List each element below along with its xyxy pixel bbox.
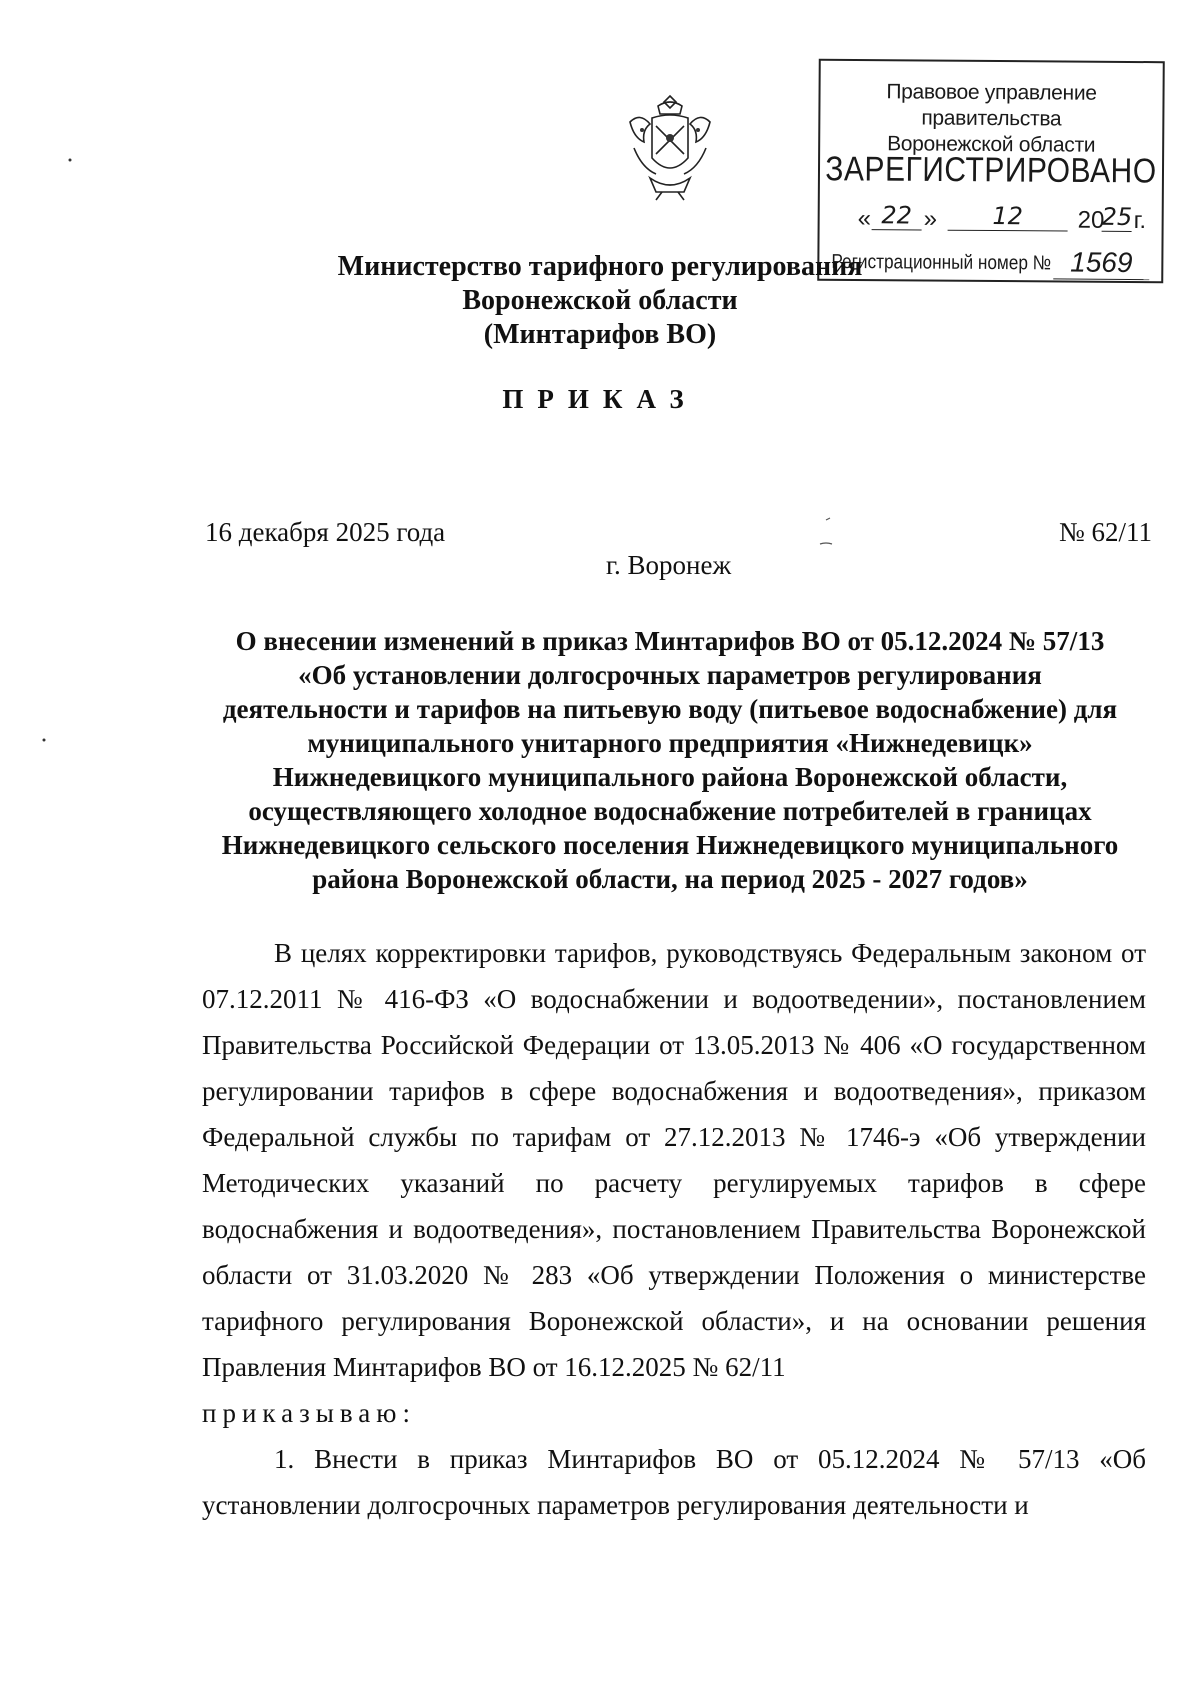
title-line: района Воронежской области, на период 2025 - 2027 годов» xyxy=(312,864,1028,894)
stamp-number-label: Регистрационный номер № xyxy=(831,250,1052,275)
item-1-paragraph: 1. Внести в приказ Минтарифов ВО от 05.12.2024 № 57/13 «Об установлении долгосрочных параметров регулирования деятельности и xyxy=(202,1444,1146,1520)
stamp-org-line-2: Воронежской области xyxy=(887,132,1096,157)
title-line: «Об установлении долгосрочных параметров регулирования xyxy=(298,660,1042,690)
stamp-day: 22 xyxy=(872,201,922,230)
title-line: муниципального унитарного предприятия «Нижнедевицк» xyxy=(307,728,1033,758)
ministry-name: Министерство тарифного регулирования xyxy=(337,251,863,282)
title-line: деятельности и тарифов на питьевую воду (питьевое водоснабжение) для xyxy=(222,694,1118,724)
stamp-close-quote: » xyxy=(923,205,938,233)
document-date: 16 декабря 2025 года xyxy=(205,517,446,547)
title-line: Нижнедевицкого сельского поселения Нижнедевицкого муниципального xyxy=(221,830,1119,860)
stamp-year-prefix: 20 xyxy=(1077,206,1105,234)
title-line: О внесении изменений в приказ Минтарифов ВО от 05.12.2024 № 57/13 xyxy=(235,626,1105,656)
stamp-number: 1569 xyxy=(1053,246,1149,280)
preamble-paragraph: В целях корректировки тарифов, руководствуясь Федеральным законом от 07.12.2011 № 416-ФЗ «О водоснабжении и водоотведении», постановлением Правительства Российской Федерации от 13.05.2013 № 406 «О государственном регулировании тарифов в сфере водоснабжения и водоотведения», приказом Федеральной службы по тарифам от 27.12.2013 № 1746-э «Об утверждении Методических указаний по расчету регулируемых тарифов в сфере водоснабжения и водоотведения», постановлением Правительства Воронежской области от 31.03.2020 № 283 «Об утверждении Положения о министерстве тарифного регулирования Воронежской области», и на основании решения Правления Минтарифов ВО от 16.12.2025 № 62/11 xyxy=(202,938,1146,1382)
document-city: г. Воронеж xyxy=(606,550,732,580)
ministry-region: Воронежской области xyxy=(462,285,738,316)
title-line: Нижнедевицкого муниципального района Воронежской области, xyxy=(272,762,1068,792)
title-line: осуществляющего холодное водоснабжение потребителей в границах xyxy=(248,796,1092,826)
stamp-month: 12 xyxy=(948,202,1068,232)
stamp-org-line-1: Правовое управление правительства xyxy=(886,80,1097,131)
ministry-abbr: (Минтарифов ВО) xyxy=(483,319,717,350)
stamp-open-quote: « xyxy=(857,205,872,233)
stamp-status: ЗАРЕГИСТРИРОВАНО xyxy=(825,150,1157,191)
document-number: № 62/11 xyxy=(1058,517,1152,547)
stamp-year-suffix: г. xyxy=(1133,206,1147,235)
document-type: ПРИКАЗ xyxy=(502,384,698,414)
stamp-year: 25 xyxy=(1101,202,1133,231)
order-word: приказываю: xyxy=(202,1398,416,1428)
